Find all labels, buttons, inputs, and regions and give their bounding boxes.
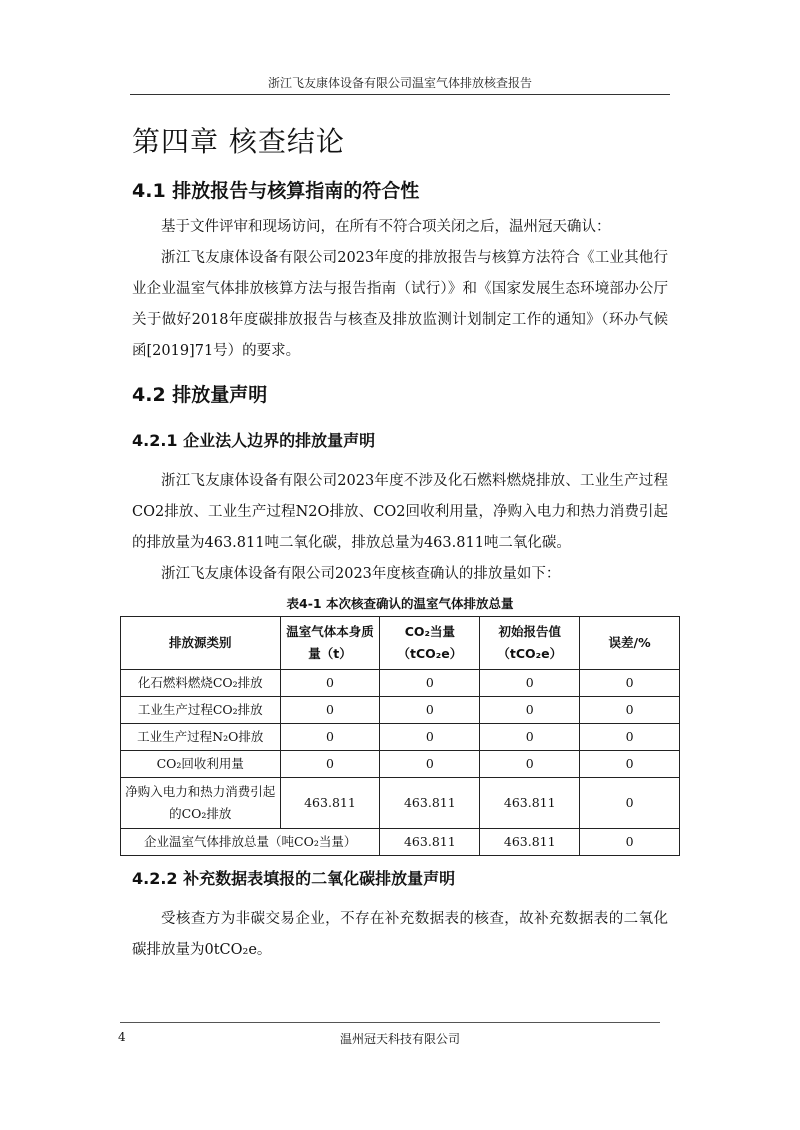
table-cell: 0: [280, 751, 380, 778]
total-co2e: 463.811: [380, 829, 480, 856]
table-cell: 0: [380, 670, 480, 697]
emissions-table: [120, 616, 680, 856]
section-4-2-heading: 4.2 排放量声明: [132, 384, 268, 406]
table-cell: 0: [580, 670, 680, 697]
table-cell: 化石燃料燃烧CO₂排放: [121, 670, 281, 697]
table-cell: 0: [580, 778, 680, 829]
section-4-2-2-paragraph: 受核查方为非碳交易企业，不存在补充数据表的核查，故补充数据表的二氧化碳排放量为0tCO₂e。: [132, 911, 668, 958]
total-initial: 463.811: [480, 829, 580, 856]
section-4-1-statement: 浙江飞友康体设备有限公司2023年度的排放报告与核算方法符合《工业其他行业企业温室气体排放核算方法与报告指南（试行）》和《国家发展生态环境部办公厅关于做好2018年度碳排放报告与核查及排放监测计划制定工作的通知》（环办气候函[2019]71号）的要求。: [132, 250, 668, 359]
section-4-2-1-table-intro: 浙江飞友康体设备有限公司2023年度核查确认的排放量如下：: [161, 566, 561, 582]
table-cell: 0: [280, 724, 380, 751]
footer-divider: [120, 1022, 660, 1023]
table-cell: 工业生产过程N₂O排放: [121, 724, 281, 751]
section-4-1-heading: 4.1 排放报告与核算指南的符合性: [132, 180, 420, 202]
section-4-2-1-heading: 4.2.1 企业法人边界的排放量声明: [132, 431, 376, 450]
table-row: [121, 670, 680, 697]
table-total-row: [121, 829, 680, 856]
table-cell: 0: [380, 724, 480, 751]
table-cell: 0: [480, 724, 580, 751]
page-header: 浙江飞友康体设备有限公司温室气体排放核查报告: [267, 76, 532, 90]
total-error: 0: [580, 829, 680, 856]
chapter-title: 第四章 核查结论: [132, 125, 345, 158]
table-cell: 0: [380, 697, 480, 724]
table-cell: 0: [580, 724, 680, 751]
header-error-percent: 误差/%: [580, 617, 680, 670]
table-cell: 0: [280, 697, 380, 724]
table-row: [121, 724, 680, 751]
header-co2-equivalent: CO₂当量（tCO₂e）: [380, 617, 480, 670]
footer-company: 温州冠天科技有限公司: [339, 1032, 460, 1046]
table-cell: 463.811: [480, 778, 580, 829]
page-number: 4: [118, 1030, 126, 1044]
section-4-2-2-heading: 4.2.2 补充数据表填报的二氧化碳排放量声明: [132, 869, 456, 888]
table-cell: 463.811: [380, 778, 480, 829]
table-cell: 0: [480, 670, 580, 697]
section-4-2-1-paragraph: 浙江飞友康体设备有限公司2023年度不涉及化石燃料燃烧排放、工业生产过程CO2排放、工业生产过程N2O排放、CO2回收利用量，净购入电力和热力消费引起的排放量为463.811吨二氧化碳，排放总量为463.811吨二氧化碳。: [132, 473, 668, 551]
table-row: [121, 778, 680, 829]
table-header-row: [121, 617, 680, 670]
table-cell: CO₂回收利用量: [121, 751, 281, 778]
table-cell: 0: [480, 751, 580, 778]
header-gas-mass: 温室气体本身质量（t）: [280, 617, 380, 670]
header-initial-report: 初始报告值（tCO₂e）: [480, 617, 580, 670]
table-cell: 0: [380, 751, 480, 778]
table-cell: 0: [580, 751, 680, 778]
table-cell: 工业生产过程CO₂排放: [121, 697, 281, 724]
table-cell: 0: [580, 697, 680, 724]
table-cell: 0: [480, 697, 580, 724]
table-cell: 463.811: [280, 778, 380, 829]
table-row: [121, 751, 680, 778]
total-label: 企业温室气体排放总量（吨CO₂当量）: [121, 829, 380, 856]
table-cell: 净购入电力和热力消费引起的CO₂排放: [121, 778, 281, 829]
table-caption: 表4-1 本次核查确认的温室气体排放总量: [286, 596, 514, 611]
table-cell: 0: [280, 670, 380, 697]
table-row: [121, 697, 680, 724]
header-source-category: 排放源类别: [121, 617, 281, 670]
section-4-1-intro: 基于文件评审和现场访问，在所有不符合项关闭之后，温州冠天确认：: [161, 219, 611, 235]
header-divider: [130, 94, 670, 95]
